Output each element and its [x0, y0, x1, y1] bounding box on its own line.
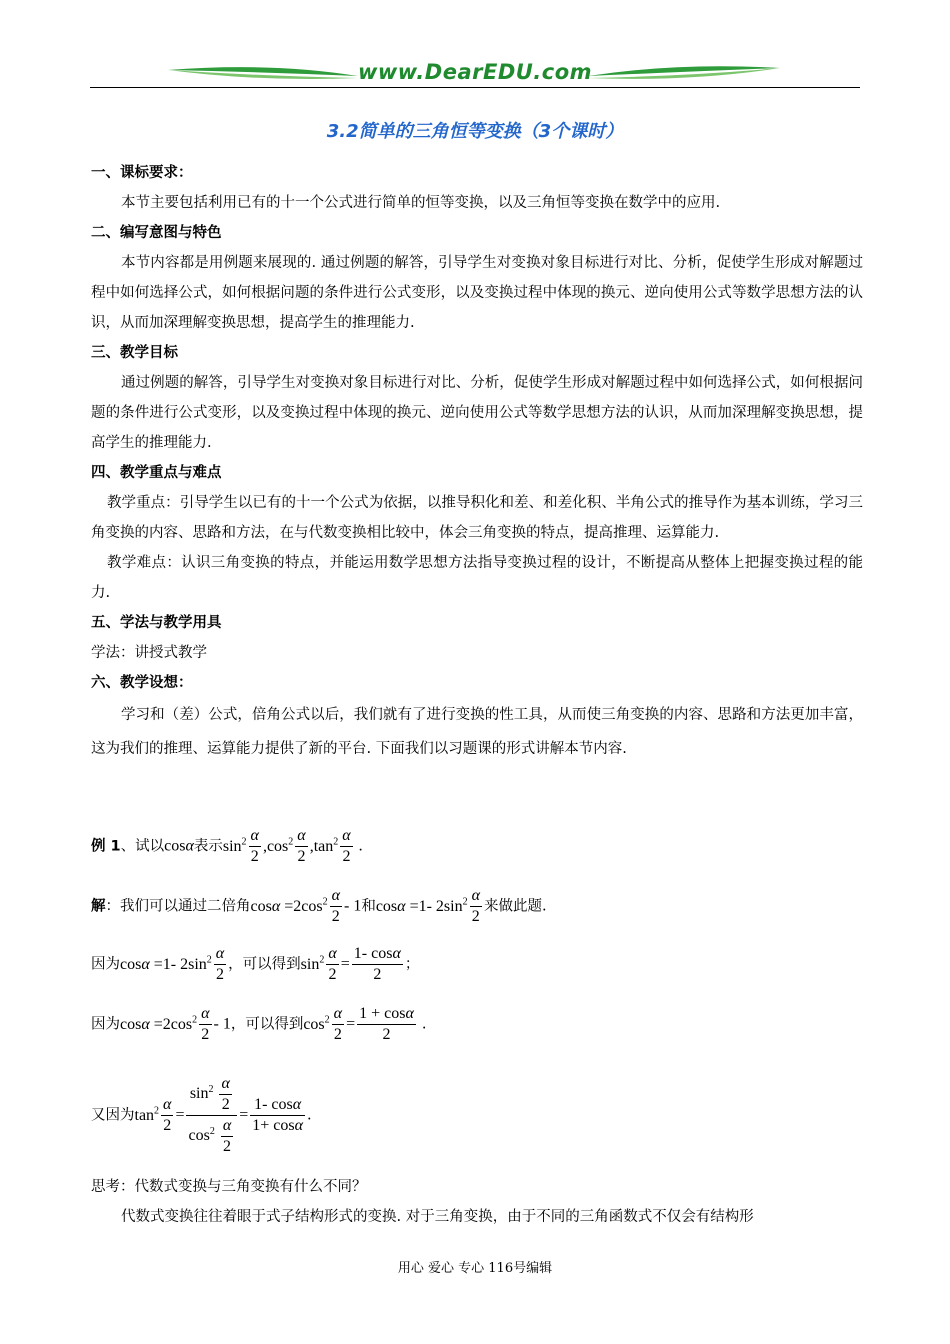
page-header — [90, 58, 860, 94]
solution-line: 解：我们可以通过二倍角$\cos\alpha =2\cos^2$ $\frac{\alpha}{2}$ - 1和cosα =1- $2\sin^2$ $\frac{\alpha}{2}$ 来做此题. — [91, 887, 547, 925]
header-rule — [90, 87, 860, 88]
section-paragraph: 教学难点：认识三角变换的特点，并能运用数学思想方法指导变换过程的设计，不断提高从整体上把握变换过程的能力. — [91, 555, 863, 601]
think-question: 思考：代数式变换与三角变换有什么不同？ — [91, 1179, 367, 1195]
solution-text: 和 — [361, 898, 376, 915]
example-label: 例 1 — [91, 838, 121, 855]
derivation-line-3: 又因为$\tan^2$ $\frac{\alpha}{2}$ = $\sin^2$ $\frac{\alpha}{2}$ $\cos^2$ $\frac{\alpha}{2}$ = $\frac{1- \cos\alpha}{1+ \cos\alpha}$ . — [91, 1075, 312, 1155]
derivation-text: ，可以得到 — [230, 1016, 304, 1033]
section-heading-6: 六、教学设想： — [91, 675, 193, 691]
think-answer: 代数式变换往往着眼于式子结构形式的变换. 对于三角变换，由于不同的三角函数式不仅会有结构形 — [121, 1209, 754, 1225]
body-text — [91, 158, 863, 766]
derivation-line-1: 因为cosα =1- $2\sin^2$ $\frac{\alpha}{2}$ ，可以得到$\sin^2$ $\frac{\alpha}{2}$ = $\frac{1- \cos\alpha}{2}$ ； — [91, 945, 420, 983]
section-heading-4: 四、教学重点与难点 — [91, 465, 222, 481]
section-heading-2: 二、编写意图与特色 — [91, 225, 222, 241]
section-paragraph: 本节内容都是用例题来展现的. 通过例题的解答，引导学生对变换对象目标进行对比、分析，促使学生形成对解题过程中如何选择公式，如何根据问题的条件进行公式变形，以及变换过程中体现的换元、逆向使用公式等数学思想方法的认识，从而加深理解变换思想，提高学生的推理能力. — [91, 255, 863, 331]
example-text: 表示 — [193, 838, 223, 855]
derivation-line-2: 因为$\cos\alpha =2\cos^2$ $\frac{\alpha}{2}$ - 1，可以得到$\cos^2$ $\frac{\alpha}{2}$ = $\frac{1 + \cos\alpha}{2}$ . — [91, 1005, 427, 1043]
section-heading-1: 一、课标要求： — [91, 165, 193, 181]
derivation-text: . — [307, 1107, 312, 1124]
derivation-text: . — [421, 1016, 427, 1033]
solution-text: 来做此题. — [484, 898, 547, 915]
section-paragraph: 学习和（差）公式，倍角公式以后，我们就有了进行变换的性工具，从而使三角变换的内容、思路和方法更加丰富，这为我们的推理、运算能力提供了新的平台. 下面我们以习题课的形式讲解本节内容. — [91, 707, 863, 757]
derivation-text: ，可以得到 — [228, 956, 301, 973]
derivation-text: ； — [404, 956, 420, 973]
site-logo-text: www.DearEDU.com — [357, 60, 593, 84]
derivation-text: 因为 — [91, 956, 120, 973]
section-heading-3: 三、教学目标 — [91, 345, 178, 361]
section-heading-5: 五、学法与教学用具 — [91, 615, 222, 631]
solution-label: 解 — [91, 898, 106, 915]
example-text: 、试以 — [120, 838, 165, 855]
derivation-text: 因为 — [91, 1016, 120, 1033]
think-block — [91, 1172, 754, 1232]
section-paragraph: 通过例题的解答，引导学生对变换对象目标进行对比、分析，促使学生形成对解题过程中如何选择公式，如何根据问题的条件进行公式变形，以及变换过程中体现的换元、逆向使用公式等数学思想方法的认识，从而加深理解变换思想，提高学生的推理能力. — [91, 375, 863, 451]
page-title: 3.2简单的三角恒等变换（3个课时） — [326, 121, 624, 142]
section-paragraph: 本节主要包括利用已有的十一个公式进行简单的恒等变换，以及三角恒等变换在数学中的应用. — [121, 195, 721, 211]
section-paragraph: 学法：讲授式教学 — [91, 645, 207, 661]
example-1-line: 例 1、试以cosα表示$\sin^2$ $\frac{\alpha}{2}$ $,\cos^2$ $\frac{\alpha}{2}$ $,\tan^2$ $\frac{\alpha}{2}$ . — [91, 827, 363, 865]
section-paragraph: 教学重点：引导学生以已有的十一个公式为依据，以推导积化和差、和差化积、半角公式的推导作为基本训练，学习三角变换的内容、思路和方法，在与代数变换相比较中，体会三角变换的特点，提高推理、运算能力. — [91, 495, 863, 541]
page-footer: 用心 爱心 专心 116号编辑 — [397, 1261, 553, 1276]
derivation-text: 又因为 — [91, 1107, 135, 1124]
solution-text: ：我们可以通过二倍角 — [105, 898, 251, 915]
